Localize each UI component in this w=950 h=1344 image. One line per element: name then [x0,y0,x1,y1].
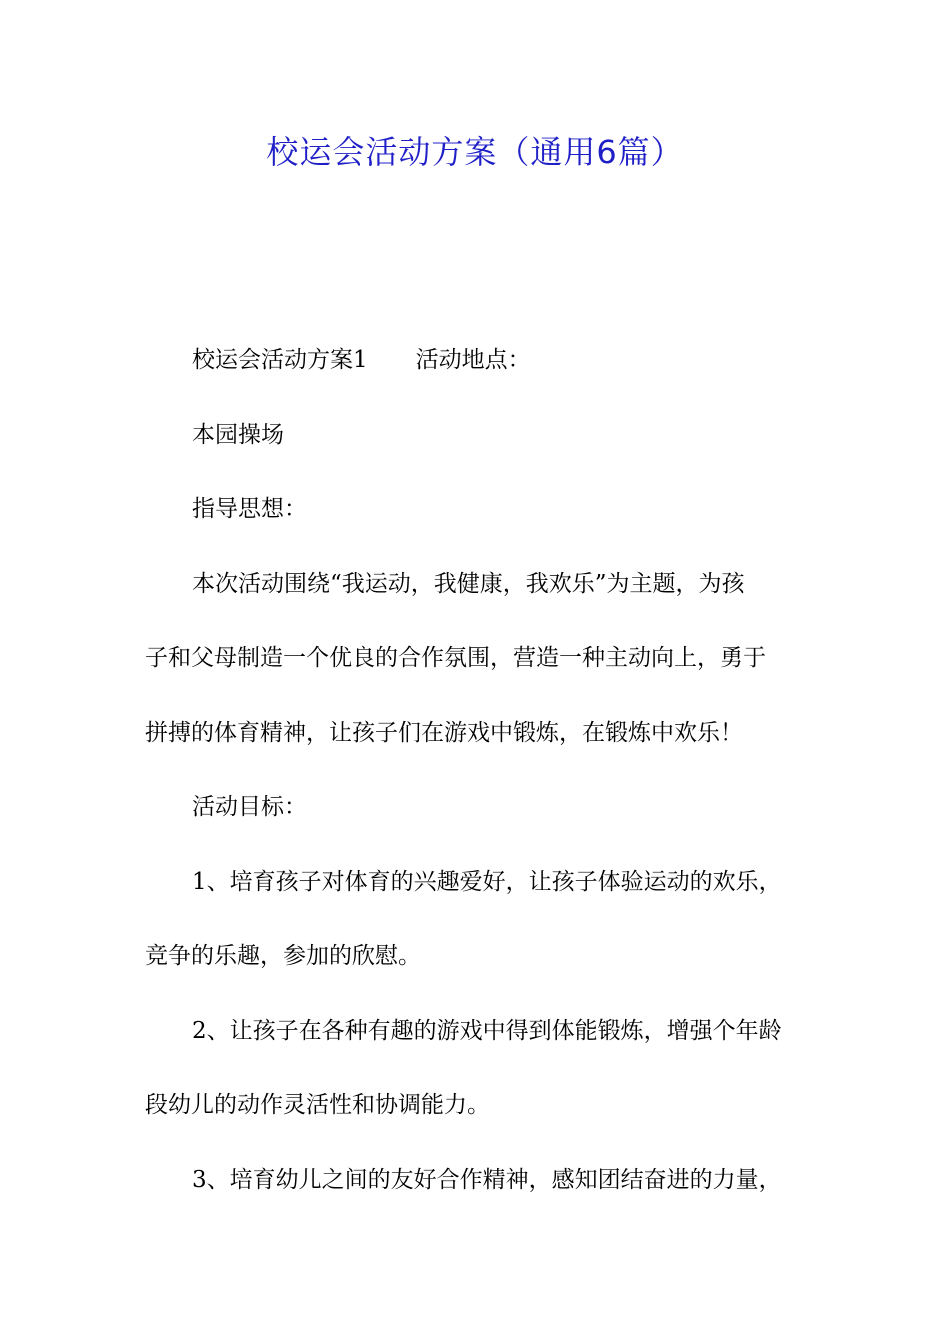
paragraph-line: 拼搏的体育精神，让孩子们在游戏中锻炼，在锻炼中欢乐！ [145,719,743,746]
paragraph-line: 竞争的乐趣，参加的欣慰。 [145,943,421,969]
document-body [145,336,807,1230]
paragraph-line: 指导思想： [192,496,307,522]
section-heading: 校运会活动方案1 [192,347,368,373]
paragraph-line: 本园操场 [192,421,284,448]
paragraph-line: 子和父母制造一个优良的合作氛围，营造一种主动向上，勇于 [145,645,766,671]
paragraph-line: 段幼儿的动作灵活性和协调能力。 [145,1092,490,1118]
paragraph-line: 2、让孩子在各种有趣的游戏中得到体能锻炼，增强个年龄 [192,1017,782,1044]
section-label: 活动地点： [415,347,531,373]
paragraph-line: 活动目标： [192,794,307,820]
paragraph-line: 1、培育孩子对体育的兴趣爱好，让孩子体验运动的欢乐， [192,868,782,895]
paragraph-line [145,336,807,411]
paragraph-line: 3、培育幼儿之间的友好合作精神，感知团结奋进的力量， [192,1166,782,1193]
paragraph-line: 本次活动围绕“我运动，我健康，我欢乐”为主题，为孩 [192,570,745,597]
document-title: 校运会活动方案（通用6篇） [266,133,684,171]
